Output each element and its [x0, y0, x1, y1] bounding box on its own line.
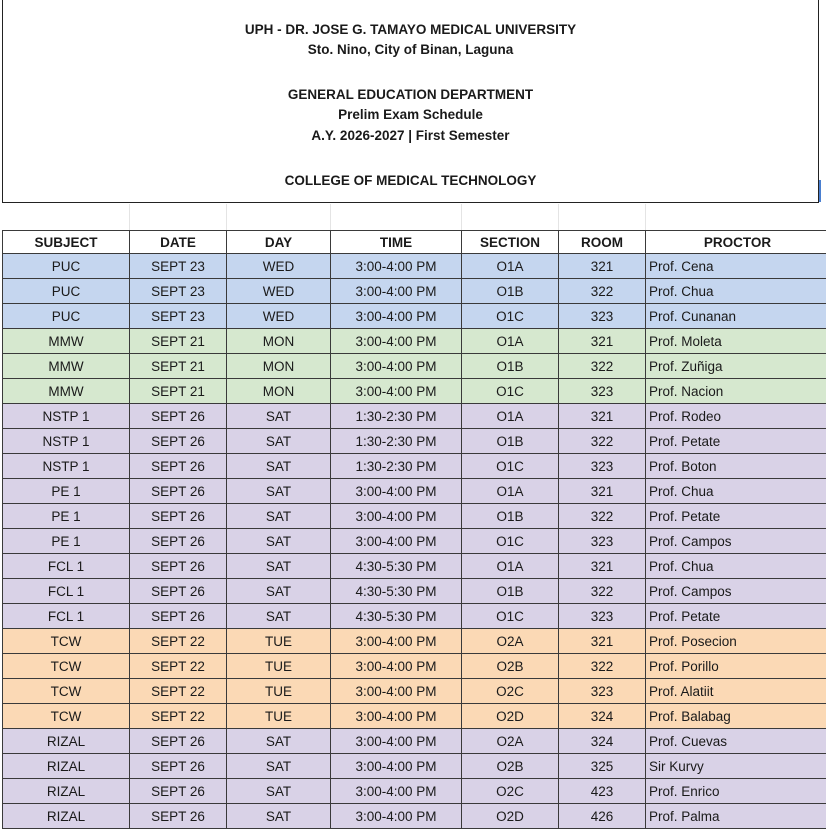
cell-date[interactable]: SEPT 23 — [130, 254, 227, 279]
column-header-time[interactable]: TIME — [331, 231, 462, 254]
cell-day[interactable]: SAT — [227, 729, 331, 754]
cell-subject[interactable]: FCL 1 — [3, 604, 130, 629]
cell-time[interactable]: 3:00-4:00 PM — [331, 379, 462, 404]
cell-day[interactable]: SAT — [227, 754, 331, 779]
cell-time[interactable]: 3:00-4:00 PM — [331, 504, 462, 529]
cell-room[interactable]: 322 — [559, 579, 646, 604]
cell-subject[interactable]: MMW — [3, 329, 130, 354]
cell-room[interactable]: 323 — [559, 379, 646, 404]
table-row — [3, 504, 826, 529]
university-address: Sto. Nino, City of Binan, Laguna — [3, 42, 818, 58]
cell-time[interactable]: 3:00-4:00 PM — [331, 329, 462, 354]
cell-day[interactable]: SAT — [227, 429, 331, 454]
college-name: COLLEGE OF MEDICAL TECHNOLOGY — [3, 173, 818, 189]
cell-section[interactable]: O1C — [462, 379, 559, 404]
cell-section[interactable]: O2A — [462, 729, 559, 754]
cell-time[interactable]: 3:00-4:00 PM — [331, 704, 462, 729]
cell-time[interactable]: 3:00-4:00 PM — [331, 779, 462, 804]
cell-section[interactable]: O1A — [462, 329, 559, 354]
cell-date[interactable]: SEPT 22 — [130, 704, 227, 729]
cell-proctor[interactable]: Prof. Campos — [646, 579, 826, 604]
exam-schedule-table — [2, 230, 826, 829]
cell-room[interactable]: 324 — [559, 704, 646, 729]
cell-day[interactable]: SAT — [227, 529, 331, 554]
cell-subject[interactable]: NSTP 1 — [3, 429, 130, 454]
cell-section[interactable]: O1B — [462, 504, 559, 529]
column-header-subject[interactable]: SUBJECT — [3, 231, 130, 254]
column-header-day[interactable]: DAY — [227, 231, 331, 254]
cell-day[interactable]: TUE — [227, 654, 331, 679]
cell-room[interactable]: 322 — [559, 279, 646, 304]
table-row — [3, 704, 826, 729]
cell-day[interactable]: TUE — [227, 629, 331, 654]
cell-day[interactable]: SAT — [227, 404, 331, 429]
table-row — [3, 304, 826, 329]
cell-day[interactable]: MON — [227, 354, 331, 379]
cell-time[interactable]: 4:30-5:30 PM — [331, 554, 462, 579]
cell-date[interactable]: SEPT 26 — [130, 554, 227, 579]
cell-section[interactable]: O1B — [462, 354, 559, 379]
cell-time[interactable]: 3:00-4:00 PM — [331, 479, 462, 504]
cell-date[interactable]: SEPT 26 — [130, 754, 227, 779]
cell-day[interactable]: WED — [227, 304, 331, 329]
table-row — [3, 379, 826, 404]
cell-subject[interactable]: MMW — [3, 379, 130, 404]
table-header-row — [3, 231, 826, 254]
cell-room[interactable]: 323 — [559, 679, 646, 704]
cell-day[interactable]: TUE — [227, 679, 331, 704]
cell-date[interactable]: SEPT 22 — [130, 679, 227, 704]
cell-time[interactable]: 1:30-2:30 PM — [331, 429, 462, 454]
cell-room[interactable]: 323 — [559, 529, 646, 554]
cell-date[interactable]: SEPT 26 — [130, 479, 227, 504]
cell-room[interactable]: 321 — [559, 629, 646, 654]
cell-proctor[interactable]: Prof. Chua — [646, 554, 826, 579]
cell-subject[interactable]: RIZAL — [3, 779, 130, 804]
cell-time[interactable]: 3:00-4:00 PM — [331, 804, 462, 829]
cell-section[interactable]: O1C — [462, 529, 559, 554]
cell-proctor[interactable]: Prof. Enrico — [646, 779, 826, 804]
cell-time[interactable]: 4:30-5:30 PM — [331, 604, 462, 629]
cell-date[interactable]: SEPT 26 — [130, 404, 227, 429]
cell-section[interactable]: O2C — [462, 679, 559, 704]
cell-section[interactable]: O1A — [462, 554, 559, 579]
cell-day[interactable]: SAT — [227, 554, 331, 579]
cell-time[interactable]: 3:00-4:00 PM — [331, 629, 462, 654]
cell-time[interactable]: 3:00-4:00 PM — [331, 304, 462, 329]
cell-subject[interactable]: PE 1 — [3, 479, 130, 504]
cell-time[interactable]: 1:30-2:30 PM — [331, 404, 462, 429]
cell-subject[interactable]: PUC — [3, 304, 130, 329]
cell-section[interactable]: O2B — [462, 754, 559, 779]
table-row — [3, 254, 826, 279]
cell-room[interactable]: 426 — [559, 804, 646, 829]
cell-date[interactable]: SEPT 26 — [130, 729, 227, 754]
cell-time[interactable]: 3:00-4:00 PM — [331, 354, 462, 379]
table-row — [3, 454, 826, 479]
cell-proctor[interactable]: Prof. Campos — [646, 529, 826, 554]
cell-date[interactable]: SEPT 26 — [130, 429, 227, 454]
cell-room[interactable]: 322 — [559, 429, 646, 454]
cell-proctor[interactable]: Prof. Cuevas — [646, 729, 826, 754]
cell-time[interactable]: 3:00-4:00 PM — [331, 254, 462, 279]
cell-subject[interactable]: TCW — [3, 679, 130, 704]
cell-date[interactable]: SEPT 22 — [130, 654, 227, 679]
cell-proctor[interactable]: Prof. Palma — [646, 804, 826, 829]
cell-subject[interactable]: NSTP 1 — [3, 404, 130, 429]
header-block[interactable] — [2, 0, 819, 203]
cell-room[interactable]: 321 — [559, 479, 646, 504]
cell-day[interactable]: SAT — [227, 479, 331, 504]
cell-room[interactable]: 322 — [559, 654, 646, 679]
cell-date[interactable]: SEPT 26 — [130, 779, 227, 804]
cell-room[interactable]: 321 — [559, 554, 646, 579]
table-row — [3, 354, 826, 379]
cell-day[interactable]: MON — [227, 379, 331, 404]
cell-date[interactable]: SEPT 21 — [130, 354, 227, 379]
cell-room[interactable]: 321 — [559, 404, 646, 429]
cell-subject[interactable]: RIZAL — [3, 754, 130, 779]
cell-proctor[interactable]: Prof. Petate — [646, 604, 826, 629]
cell-proctor[interactable]: Prof. Chua — [646, 479, 826, 504]
cell-section[interactable]: O1A — [462, 254, 559, 279]
cell-proctor[interactable]: Prof. Cunanan — [646, 304, 826, 329]
cell-room[interactable]: 423 — [559, 779, 646, 804]
cell-proctor[interactable]: Sir Kurvy — [646, 754, 826, 779]
table-row — [3, 479, 826, 504]
cell-date[interactable]: SEPT 22 — [130, 629, 227, 654]
cell-proctor[interactable]: Prof. Posecion — [646, 629, 826, 654]
cell-date[interactable]: SEPT 26 — [130, 604, 227, 629]
cell-proctor[interactable]: Prof. Boton — [646, 454, 826, 479]
cell-room[interactable]: 323 — [559, 454, 646, 479]
cell-time[interactable]: 3:00-4:00 PM — [331, 729, 462, 754]
cell-date[interactable]: SEPT 26 — [130, 454, 227, 479]
cell-section[interactable]: O1B — [462, 579, 559, 604]
table-row — [3, 529, 826, 554]
cell-time[interactable]: 3:00-4:00 PM — [331, 529, 462, 554]
column-header-proctor[interactable]: PROCTOR — [646, 231, 826, 254]
table-row — [3, 754, 826, 779]
cell-date[interactable]: SEPT 26 — [130, 504, 227, 529]
cell-subject[interactable]: TCW — [3, 629, 130, 654]
cell-proctor[interactable]: Prof. Chua — [646, 279, 826, 304]
cell-time[interactable]: 3:00-4:00 PM — [331, 654, 462, 679]
cell-date[interactable]: SEPT 21 — [130, 379, 227, 404]
cell-room[interactable]: 323 — [559, 604, 646, 629]
academic-term: A.Y. 2026-2027 | First Semester — [3, 128, 818, 144]
cell-room[interactable]: 322 — [559, 354, 646, 379]
cell-subject[interactable]: FCL 1 — [3, 579, 130, 604]
cell-time[interactable]: 4:30-5:30 PM — [331, 579, 462, 604]
cell-subject[interactable]: TCW — [3, 704, 130, 729]
table-row — [3, 329, 826, 354]
table-row — [3, 779, 826, 804]
cell-subject[interactable]: TCW — [3, 654, 130, 679]
cell-time[interactable]: 1:30-2:30 PM — [331, 454, 462, 479]
table-row — [3, 429, 826, 454]
cell-proctor[interactable]: Prof. Cena — [646, 254, 826, 279]
cell-room[interactable]: 322 — [559, 504, 646, 529]
cell-proctor[interactable]: Prof. Porillo — [646, 654, 826, 679]
cell-day[interactable]: SAT — [227, 579, 331, 604]
cell-date[interactable]: SEPT 23 — [130, 279, 227, 304]
cell-day[interactable]: WED — [227, 254, 331, 279]
cell-section[interactable]: O1C — [462, 604, 559, 629]
cell-subject[interactable]: MMW — [3, 354, 130, 379]
department-name: GENERAL EDUCATION DEPARTMENT — [3, 87, 818, 103]
cell-proctor[interactable]: Prof. Petate — [646, 504, 826, 529]
cell-section[interactable]: O1A — [462, 404, 559, 429]
cell-section[interactable]: O1C — [462, 304, 559, 329]
cell-date[interactable]: SEPT 26 — [130, 579, 227, 604]
table-row — [3, 629, 826, 654]
cell-subject[interactable]: PUC — [3, 254, 130, 279]
column-header-room[interactable]: ROOM — [559, 231, 646, 254]
cell-time[interactable]: 3:00-4:00 PM — [331, 754, 462, 779]
cell-section[interactable]: O1B — [462, 279, 559, 304]
cell-proctor[interactable]: Prof. Balabag — [646, 704, 826, 729]
cell-section[interactable]: O2B — [462, 654, 559, 679]
column-header-date[interactable]: DATE — [130, 231, 227, 254]
cell-proctor[interactable]: Prof. Moleta — [646, 329, 826, 354]
cell-room[interactable]: 325 — [559, 754, 646, 779]
cell-time[interactable]: 3:00-4:00 PM — [331, 279, 462, 304]
cell-subject[interactable]: PUC — [3, 279, 130, 304]
cell-day[interactable]: WED — [227, 279, 331, 304]
cell-room[interactable]: 324 — [559, 729, 646, 754]
cell-section[interactable]: O2D — [462, 704, 559, 729]
cell-subject[interactable]: RIZAL — [3, 729, 130, 754]
cell-subject[interactable]: PE 1 — [3, 504, 130, 529]
cell-proctor[interactable]: Prof. Zuñiga — [646, 354, 826, 379]
column-header-section[interactable]: SECTION — [462, 231, 559, 254]
cell-day[interactable]: SAT — [227, 504, 331, 529]
table-row — [3, 604, 826, 629]
table-row — [3, 279, 826, 304]
cell-day[interactable]: SAT — [227, 604, 331, 629]
cell-selection-indicator — [819, 180, 825, 202]
table-row — [3, 729, 826, 754]
cell-date[interactable]: SEPT 23 — [130, 304, 227, 329]
cell-day[interactable]: SAT — [227, 454, 331, 479]
cell-section[interactable]: O1A — [462, 479, 559, 504]
cell-proctor[interactable]: Prof. Nacion — [646, 379, 826, 404]
cell-section[interactable]: O1C — [462, 454, 559, 479]
cell-day[interactable]: TUE — [227, 704, 331, 729]
cell-time[interactable]: 3:00-4:00 PM — [331, 679, 462, 704]
cell-room[interactable]: 321 — [559, 254, 646, 279]
cell-section[interactable]: O2C — [462, 779, 559, 804]
empty-grid-row — [2, 204, 826, 230]
table-row — [3, 404, 826, 429]
cell-proctor[interactable]: Prof. Rodeo — [646, 404, 826, 429]
cell-subject[interactable]: PE 1 — [3, 529, 130, 554]
cell-subject[interactable]: NSTP 1 — [3, 454, 130, 479]
cell-proctor[interactable]: Prof. Petate — [646, 429, 826, 454]
university-name: UPH - DR. JOSE G. TAMAYO MEDICAL UNIVERSITY — [3, 22, 818, 38]
cell-section[interactable]: O1B — [462, 429, 559, 454]
table-row — [3, 654, 826, 679]
cell-date[interactable]: SEPT 21 — [130, 329, 227, 354]
cell-day[interactable]: MON — [227, 329, 331, 354]
table-row — [3, 579, 826, 604]
cell-day[interactable]: SAT — [227, 804, 331, 829]
cell-date[interactable]: SEPT 26 — [130, 804, 227, 829]
table-row — [3, 804, 826, 829]
cell-proctor[interactable]: Prof. Alatiit — [646, 679, 826, 704]
cell-section[interactable]: O2A — [462, 629, 559, 654]
cell-room[interactable]: 323 — [559, 304, 646, 329]
exam-title: Prelim Exam Schedule — [3, 107, 818, 123]
cell-day[interactable]: SAT — [227, 779, 331, 804]
cell-subject[interactable]: RIZAL — [3, 804, 130, 829]
table-row — [3, 679, 826, 704]
cell-room[interactable]: 321 — [559, 329, 646, 354]
cell-section[interactable]: O2D — [462, 804, 559, 829]
cell-subject[interactable]: FCL 1 — [3, 554, 130, 579]
table-row — [3, 554, 826, 579]
cell-date[interactable]: SEPT 26 — [130, 529, 227, 554]
